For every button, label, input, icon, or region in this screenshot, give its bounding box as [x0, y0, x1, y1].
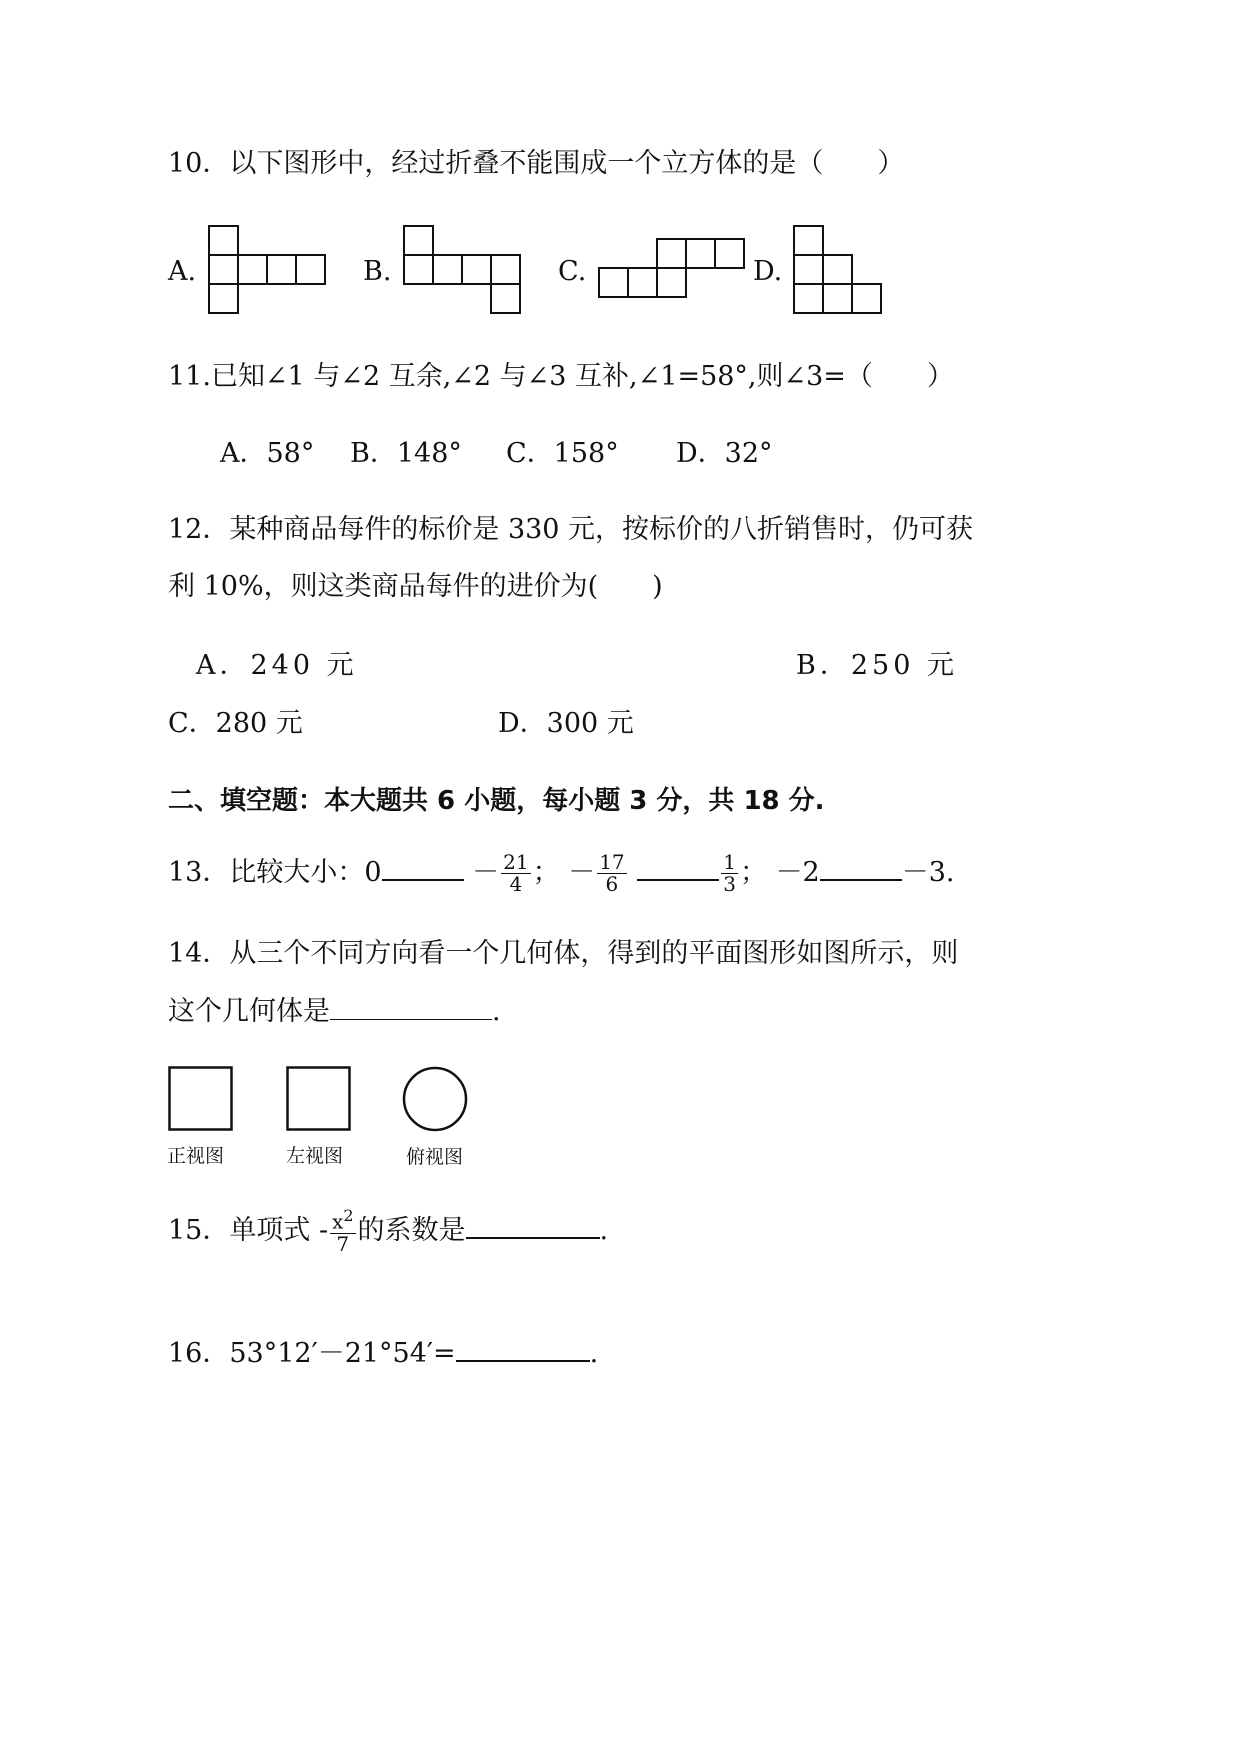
q14-top-view-figure [402, 1066, 470, 1134]
q13-blank-2[interactable] [637, 879, 719, 881]
section2-heading: 二、填空题：本大题共 6 小题，每小题 3 分，共 18 分. [168, 786, 825, 816]
q14-period: . [492, 996, 501, 1027]
q13-separator-2: ； [739, 857, 767, 888]
q10-net-c [598, 238, 750, 300]
q13-separator-1: ； [532, 857, 560, 888]
q13-fraction-1: $\frac{21}{4}$ [503, 850, 529, 896]
q12-option-d[interactable]: D．300 元 [498, 708, 634, 739]
q16-answer-blank[interactable] [456, 1360, 590, 1362]
q10-option-d-label[interactable]: D. [753, 256, 783, 287]
q16-period: . [589, 1338, 599, 1369]
q15-prefix: 15．单项式 - [168, 1214, 329, 1246]
q12-option-b[interactable]: B．250 元 [796, 650, 958, 681]
q15-fraction: $\frac{x^2}{7}$ [332, 1206, 354, 1256]
q14-top-view-label: 俯视图 [406, 1146, 464, 1168]
q13-fraction-2: $\frac{17}{6}$ [599, 850, 625, 896]
q14-stem-line2 [168, 998, 501, 1025]
q10-net-b [403, 225, 523, 315]
q15-line [168, 1208, 608, 1255]
q13-prefix: 13．比较大小：0 [168, 857, 382, 888]
q11-stem: 11.已知∠1 与∠2 互余,∠2 与∠3 互补,∠1=58°,则∠3=（ ） [168, 361, 954, 392]
q10-net-d [793, 225, 885, 315]
q10-option-b-label[interactable]: B. [363, 256, 392, 287]
q13-blank-3[interactable] [820, 879, 902, 881]
q13-part3-left: －2 [775, 857, 820, 888]
q15-answer-blank[interactable] [466, 1237, 600, 1239]
q11-option-b[interactable]: B．148° [350, 438, 462, 469]
q11-option-d[interactable]: D．32° [676, 438, 773, 469]
q10-stem: 10．以下图形中，经过折叠不能围成一个立方体的是（ ） [168, 148, 905, 179]
q14-stem-line1: 14．从三个不同方向看一个几何体，得到的平面图形如图所示，则 [168, 938, 959, 969]
q10-option-a-label[interactable]: A. [168, 256, 197, 287]
q10-net-a [208, 225, 328, 315]
q13-line [168, 852, 955, 895]
q12-stem-line2: 利 10%，则这类商品每件的进价为( ) [168, 571, 663, 602]
q13-minus-2: － [568, 857, 596, 888]
q13-part3-right: －3. [901, 857, 955, 888]
q14-left-view-label: 左视图 [286, 1145, 344, 1167]
q12-option-c[interactable]: C．280 元 [168, 708, 303, 739]
q14-front-view-figure [168, 1066, 234, 1132]
q13-blank-1[interactable] [382, 879, 464, 881]
q14-front-view-label: 正视图 [167, 1145, 225, 1167]
q14-left-view-figure [286, 1066, 352, 1132]
q14-answer-blank[interactable] [330, 1019, 492, 1020]
q15-suffix: 的系数是 [357, 1214, 466, 1246]
q10-option-c-label[interactable]: C. [558, 256, 587, 287]
q15-period: . [599, 1214, 609, 1246]
q12-stem-line1: 12．某种商品每件的标价是 330 元，按标价的八折销售时，仍可获 [168, 514, 974, 545]
q16-expression: 16．53°12′－21°54′= [168, 1338, 456, 1369]
q13-fraction-3: $\frac{1}{3}$ [723, 850, 736, 896]
q14-stem-line2-text: 这个几何体是 [168, 996, 330, 1027]
q16-line [168, 1340, 598, 1367]
q12-option-a[interactable]: A．240 元 [196, 650, 358, 681]
q11-option-c[interactable]: C．158° [506, 438, 619, 469]
q13-minus-1: － [472, 857, 500, 888]
q11-option-a[interactable]: A．58° [220, 438, 315, 469]
